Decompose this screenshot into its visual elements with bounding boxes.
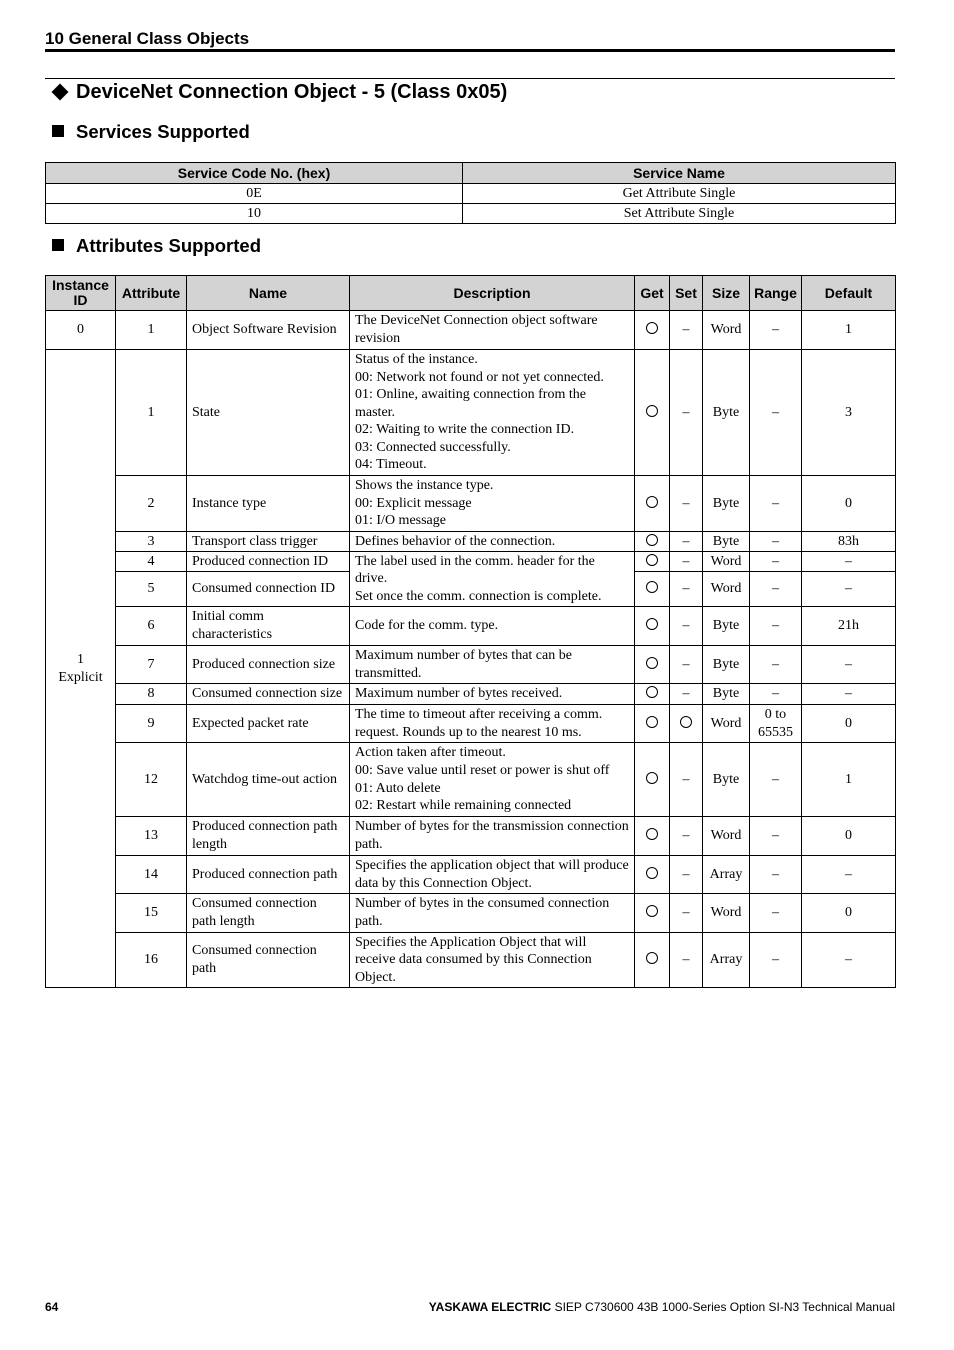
circle-mark-icon [646,534,658,546]
attribute-name: Consumed connection size [187,684,350,705]
attribute-size: Word [703,817,750,856]
attribute-default: 0 [802,705,896,743]
get-mark [635,743,670,817]
col-name: Name [187,276,350,311]
attribute-default: 83h [802,532,896,552]
set-mark: – [670,933,703,988]
circle-mark-icon [646,657,658,669]
table-row [46,856,896,894]
service-code: 0E [46,184,463,204]
attribute-number: 5 [116,572,187,607]
set-mark: – [670,743,703,817]
set-mark: – [670,684,703,705]
attribute-default: 0 [802,817,896,856]
circle-mark-icon [646,686,658,698]
set-mark: – [670,350,703,476]
circle-mark-icon [646,828,658,840]
attribute-size: Byte [703,743,750,817]
circle-mark-icon [646,905,658,917]
attribute-default: – [802,856,896,894]
table-row [46,184,896,204]
set-mark: – [670,476,703,532]
footer-brand: YASKAWA ELECTRIC [428,1300,552,1314]
attribute-default: – [802,646,896,684]
table-row [46,552,896,572]
attribute-number: 1 [116,350,187,476]
get-mark [635,933,670,988]
set-mark: – [670,817,703,856]
attribute-description: Specifies the application object that will produce data by this Connection Object. [350,856,635,894]
attribute-name: Watchdog time-out action [187,743,350,817]
get-mark [635,476,670,532]
circle-mark-icon [646,618,658,630]
attribute-description: The label used in the comm. header for the drive. Set once the comm. connection is complete. [350,552,635,607]
attribute-range: 0 to 65535 [750,705,802,743]
attribute-size: Byte [703,607,750,646]
table-row [46,705,896,743]
attribute-number: 12 [116,743,187,817]
attributes-title-text: Attributes Supported [76,235,261,256]
attribute-number: 16 [116,933,187,988]
attribute-size: Array [703,933,750,988]
attribute-size: Byte [703,532,750,552]
attribute-name: State [187,350,350,476]
circle-mark-icon [646,554,658,566]
attribute-description: Number of bytes for the transmission connection path. [350,817,635,856]
col-default: Default [802,276,896,311]
attribute-size: Word [703,572,750,607]
table-row [46,607,896,646]
attribute-description: The time to timeout after receiving a comm. request. Rounds up to the nearest 10 ms. [350,705,635,743]
square-bullet-icon [52,239,64,251]
footer-doc [429,1300,895,1314]
attribute-default: 1 [802,743,896,817]
circle-mark-icon [646,952,658,964]
circle-mark-icon [646,496,658,508]
attribute-description: Number of bytes in the consumed connection path. [350,894,635,933]
get-mark [635,646,670,684]
table-row [46,743,896,817]
col-range: Range [750,276,802,311]
table-row [46,204,896,224]
table-row [46,894,896,933]
square-bullet-icon [52,125,64,137]
table-row [46,684,896,705]
table-row [46,311,896,350]
attribute-description: Maximum number of bytes received. [350,684,635,705]
attribute-name: Consumed connection ID [187,572,350,607]
get-mark [635,350,670,476]
attribute-description: Status of the instance. 00: Network not found or not yet connected. 01: Online, awaiting connection from the master. 02: Waiting to write the connection ID. 03: Connected successfully. 04: Timeout. [350,350,635,476]
col-set: Set [670,276,703,311]
diamond-bullet-icon [52,83,69,100]
circle-mark-icon [646,405,658,417]
set-mark [670,705,703,743]
attribute-range: – [750,552,802,572]
attributes-body [46,311,896,988]
col-instance-id: Instance ID [46,276,116,311]
attribute-number: 7 [116,646,187,684]
attribute-size: Byte [703,684,750,705]
services-table [45,162,896,224]
circle-mark-icon [680,716,692,728]
service-name: Set Attribute Single [463,204,896,224]
get-mark [635,817,670,856]
col-attribute: Attribute [116,276,187,311]
attribute-name: Produced connection size [187,646,350,684]
attribute-name: Consumed connection path [187,933,350,988]
header-rule [45,49,895,52]
attribute-name: Initial comm characteristics [187,607,350,646]
running-header: 10 General Class Objects [45,29,250,48]
col-service-code: Service Code No. (hex) [46,163,463,184]
attribute-size: Array [703,856,750,894]
attribute-range: – [750,856,802,894]
set-mark: – [670,894,703,933]
circle-mark-icon [646,322,658,334]
attribute-description: Action taken after timeout. 00: Save value until reset or power is shut off 01: Auto delete 02: Restart while remaining connected [350,743,635,817]
attribute-size: Word [703,894,750,933]
circle-mark-icon [646,772,658,784]
service-name: Get Attribute Single [463,184,896,204]
set-mark: – [670,311,703,350]
set-mark: – [670,552,703,572]
circle-mark-icon [646,716,658,728]
attribute-number: 9 [116,705,187,743]
circle-mark-icon [646,867,658,879]
attribute-default: – [802,552,896,572]
get-mark [635,684,670,705]
instance-id: 1 Explicit [46,350,116,988]
section-title-text: DeviceNet Connection Object - 5 (Class 0x05) [76,81,508,103]
attribute-default: – [802,572,896,607]
attribute-range: – [750,933,802,988]
table-row [46,646,896,684]
instance-id: 0 [46,311,116,350]
get-mark [635,572,670,607]
services-header-row [46,163,896,184]
attribute-range: – [750,646,802,684]
table-row [46,817,896,856]
attribute-default: 0 [802,476,896,532]
attribute-number: 6 [116,607,187,646]
attribute-name: Produced connection path [187,856,350,894]
get-mark [635,856,670,894]
table-row [46,476,896,532]
attribute-size: Word [703,552,750,572]
attribute-description: Specifies the Application Object that will receive data consumed by this Connection Object. [350,933,635,988]
set-mark: – [670,572,703,607]
attribute-size: Word [703,311,750,350]
table-row [46,933,896,988]
col-service-name: Service Name [463,163,896,184]
attribute-name: Produced connection ID [187,552,350,572]
attribute-range: – [750,607,802,646]
attribute-name: Transport class trigger [187,532,350,552]
col-size: Size [703,276,750,311]
col-get: Get [635,276,670,311]
set-mark: – [670,532,703,552]
get-mark [635,311,670,350]
page-number: 64 [45,1300,59,1314]
set-mark: – [670,646,703,684]
table-row [46,532,896,552]
set-mark: – [670,607,703,646]
attribute-range: – [750,894,802,933]
attribute-description: Shows the instance type. 00: Explicit message 01: I/O message [350,476,635,532]
attribute-name: Object Software Revision [187,311,350,350]
attribute-name: Expected packet rate [187,705,350,743]
attribute-name: Instance type [187,476,350,532]
attribute-default: 0 [802,894,896,933]
attribute-name: Consumed connection path length [187,894,350,933]
attribute-number: 15 [116,894,187,933]
attribute-number: 4 [116,552,187,572]
get-mark [635,894,670,933]
services-title [52,121,250,143]
attribute-size: Byte [703,350,750,476]
attribute-default: 1 [802,311,896,350]
attribute-default: 21h [802,607,896,646]
attribute-range: – [750,684,802,705]
attribute-number: 13 [116,817,187,856]
attribute-range: – [750,532,802,552]
attribute-number: 8 [116,684,187,705]
attribute-number: 3 [116,532,187,552]
attribute-default: – [802,684,896,705]
footer-doc-title: SIEP C730600 43B 1000-Series Option SI-N3 Technical Manual [554,1300,895,1314]
attribute-range: – [750,311,802,350]
circle-mark-icon [646,581,658,593]
attribute-range: – [750,476,802,532]
attribute-number: 14 [116,856,187,894]
service-code: 10 [46,204,463,224]
attribute-size: Byte [703,646,750,684]
col-description: Description [350,276,635,311]
get-mark [635,552,670,572]
section-title [50,81,507,104]
get-mark [635,607,670,646]
attributes-header-row [46,276,896,311]
attribute-description: Defines behavior of the connection. [350,532,635,552]
get-mark [635,705,670,743]
attribute-size: Word [703,705,750,743]
attributes-table [45,275,896,988]
attributes-title [52,235,261,257]
attribute-default: – [802,933,896,988]
get-mark [635,532,670,552]
attribute-description: Code for the comm. type. [350,607,635,646]
set-mark: – [670,856,703,894]
section-rule [45,78,895,79]
attribute-name: Produced connection path length [187,817,350,856]
attribute-range: – [750,572,802,607]
attribute-default: 3 [802,350,896,476]
attribute-range: – [750,743,802,817]
table-row [46,350,896,476]
attribute-number: 1 [116,311,187,350]
attribute-size: Byte [703,476,750,532]
attribute-range: – [750,817,802,856]
attribute-description: Maximum number of bytes that can be transmitted. [350,646,635,684]
services-title-text: Services Supported [76,121,250,142]
attribute-description: The DeviceNet Connection object software revision [350,311,635,350]
attribute-range: – [750,350,802,476]
attribute-number: 2 [116,476,187,532]
